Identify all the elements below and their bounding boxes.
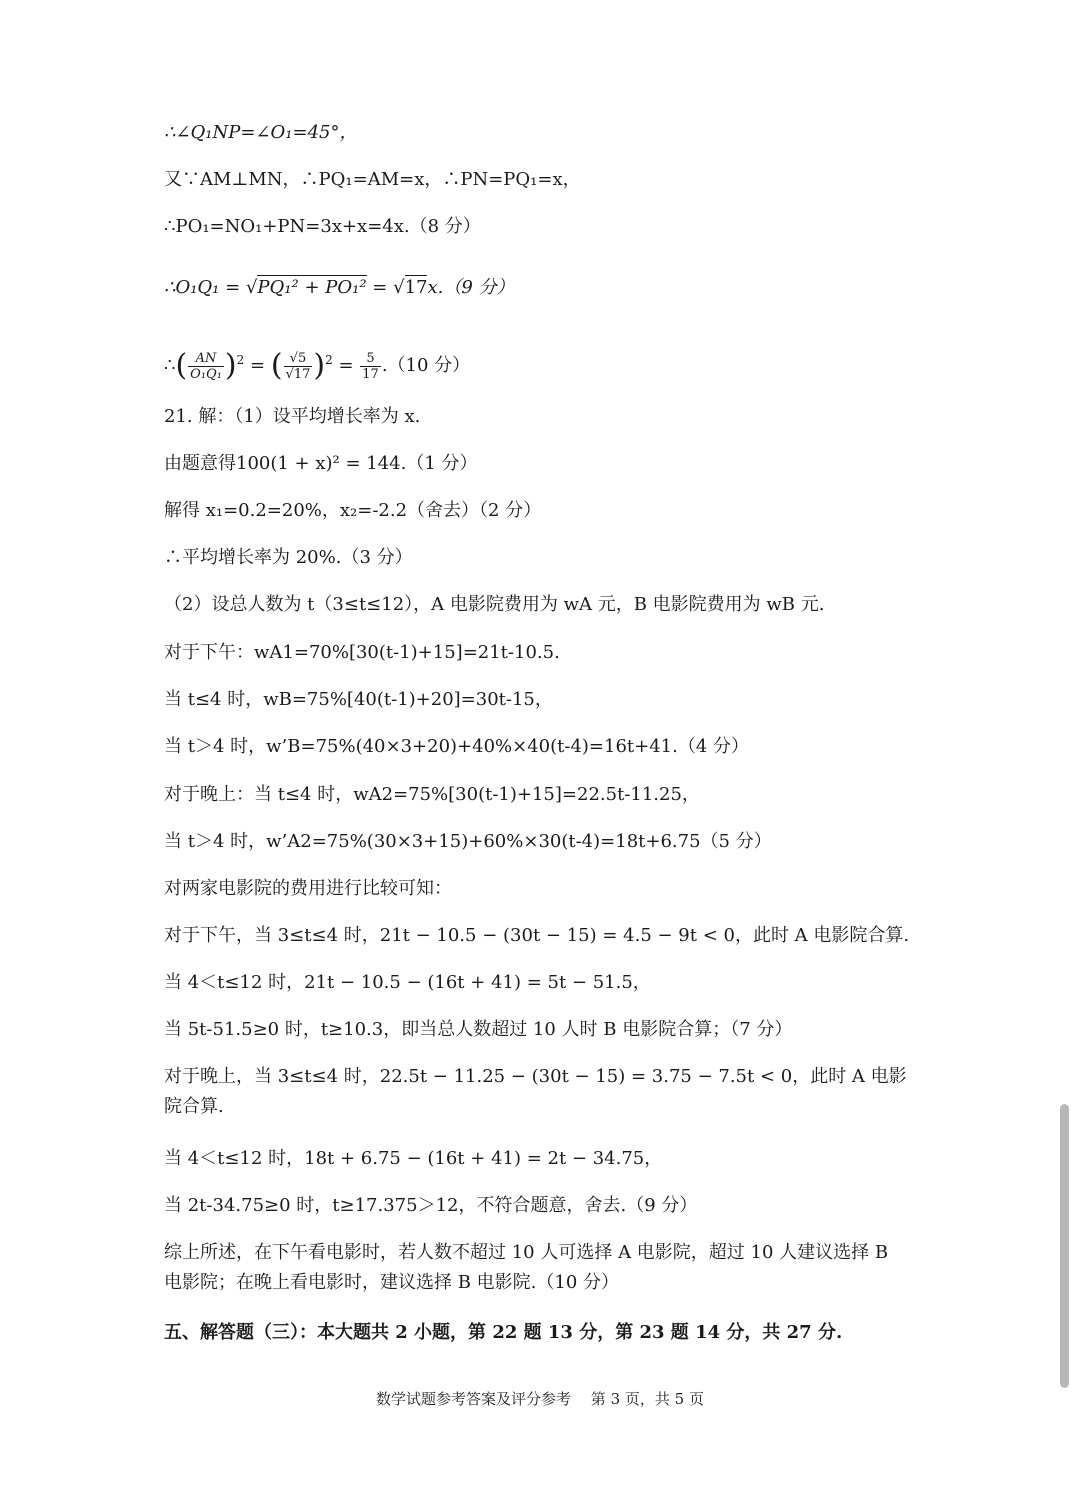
radicand: 17 [404,277,428,298]
solution-line: 当 t＞4 时，w’B=75%(40×3+20)+40%×40(t-4)=16t+41.（4 分） [164,736,750,757]
equation-text: = [366,277,394,298]
page-footer: 数学试题参考答案及评分参考 第 3 页，共 5 页 [376,1390,704,1408]
solution-line: ∴∠Q₁NP=∠O₁=45°， [164,122,358,143]
solution-line: （2）设总人数为 t（3≤t≤12），A 电影院费用为 wA 元，B 电影院费用为 wB 元. [164,594,825,615]
fraction: $\frac{5}{17}$ [362,350,379,382]
equation-text: ∴O₁Q₁ = [164,277,246,298]
solution-line: ∴平均增长率为 20%.（3 分） [164,547,413,568]
solution-line: 又∵AM⊥MN，∴PQ₁=AM=x，∴PN=PQ₁=x， [164,169,581,190]
solution-line: 对两家电影院的费用进行比较可知： [164,878,452,899]
solution-line: 当 2t-34.75≥0 时，t≥17.375＞12，不符合题意，舍去.（9 分） [164,1195,698,1216]
solution-line: 对于晚上，当 3≤t≤4 时，22.5t − 11.25 − (30t − 15) = 3.75 − 7.5t < 0，此时 A 电影院合算. [164,1066,907,1117]
solution-line: 当 5t-51.5≥0 时，t≥10.3，即当总人数超过 10 人时 B 电影院合算；（7 分） [164,1019,793,1040]
sqrt-equation-line: ∴O₁Q₁ = √PQ₁² + PO₁² = √17x.（9 分） [164,277,515,298]
radicand: PQ₁² + PO₁² [257,277,367,298]
solution-line: 当 4＜t≤12 时，21t − 10.5 − (16t + 41) = 5t − 51.5， [164,972,651,993]
fraction: $\frac{√5}{√17}$ [285,350,311,382]
solution-line: ∴PO₁=NO₁+PN=3x+x=4x.（8 分） [164,216,481,237]
fraction-equation-line: ∴( $\frac{AN}{\text{O₁Q₁}}$ )$^2$ = ( $\frac{√5}{√17}$ )$^2$ = $\frac{5}{17}$ .（10 分） [164,348,471,383]
solution-line: 对于下午，当 3≤t≤4 时，21t − 10.5 − (30t − 15) = 4.5 − 9t < 0，此时 A 电影院合算. [164,925,910,946]
solution-line: 当 t＞4 时，w’A2=75%(30×3+15)+60%×30(t-4)=18t+6.75（5 分） [164,831,772,852]
solution-line: 由题意得100(1 + x)² = 144.（1 分） [164,453,478,474]
solution-line: 当 4＜t≤12 时，18t + 6.75 − (16t + 41) = 2t − 34.75， [164,1148,663,1169]
section-heading: 五、解答题（三）：本大题共 2 小题，第 22 题 13 分，第 23 题 14 分，共 27 分. [164,1322,843,1343]
solution-line: 对于晚上：当 t≤4 时，wA2=75%[30(t-1)+15]=22.5t-11.25， [164,784,700,805]
conclusion-line: 综上所述，在下午看电影时，若人数不超过 10 人可选择 A 电影院，超过 10 人建议选择 B 电影院；在晚上看电影时，建议选择 B 电影院.（10 分） [164,1242,889,1293]
fraction: $\frac{AN}{\text{O₁Q₁}}$ [190,350,222,382]
equation-text: .（10 分） [381,355,471,376]
solution-line: 对于下午：wA1=70%[30(t-1)+15]=21t-10.5. [164,642,560,663]
equation-text: x.（9 分） [427,277,515,298]
solution-line: 解得 x₁=0.2=20%，x₂=-2.2（舍去）（2 分） [164,500,542,521]
question-21-heading: 21. 解：（1）设平均增长率为 x. [164,406,421,427]
solution-line: 当 t≤4 时，wB=75%[40(t-1)+20]=30t-15， [164,689,553,710]
vertical-scrollbar[interactable] [1060,1104,1069,1388]
